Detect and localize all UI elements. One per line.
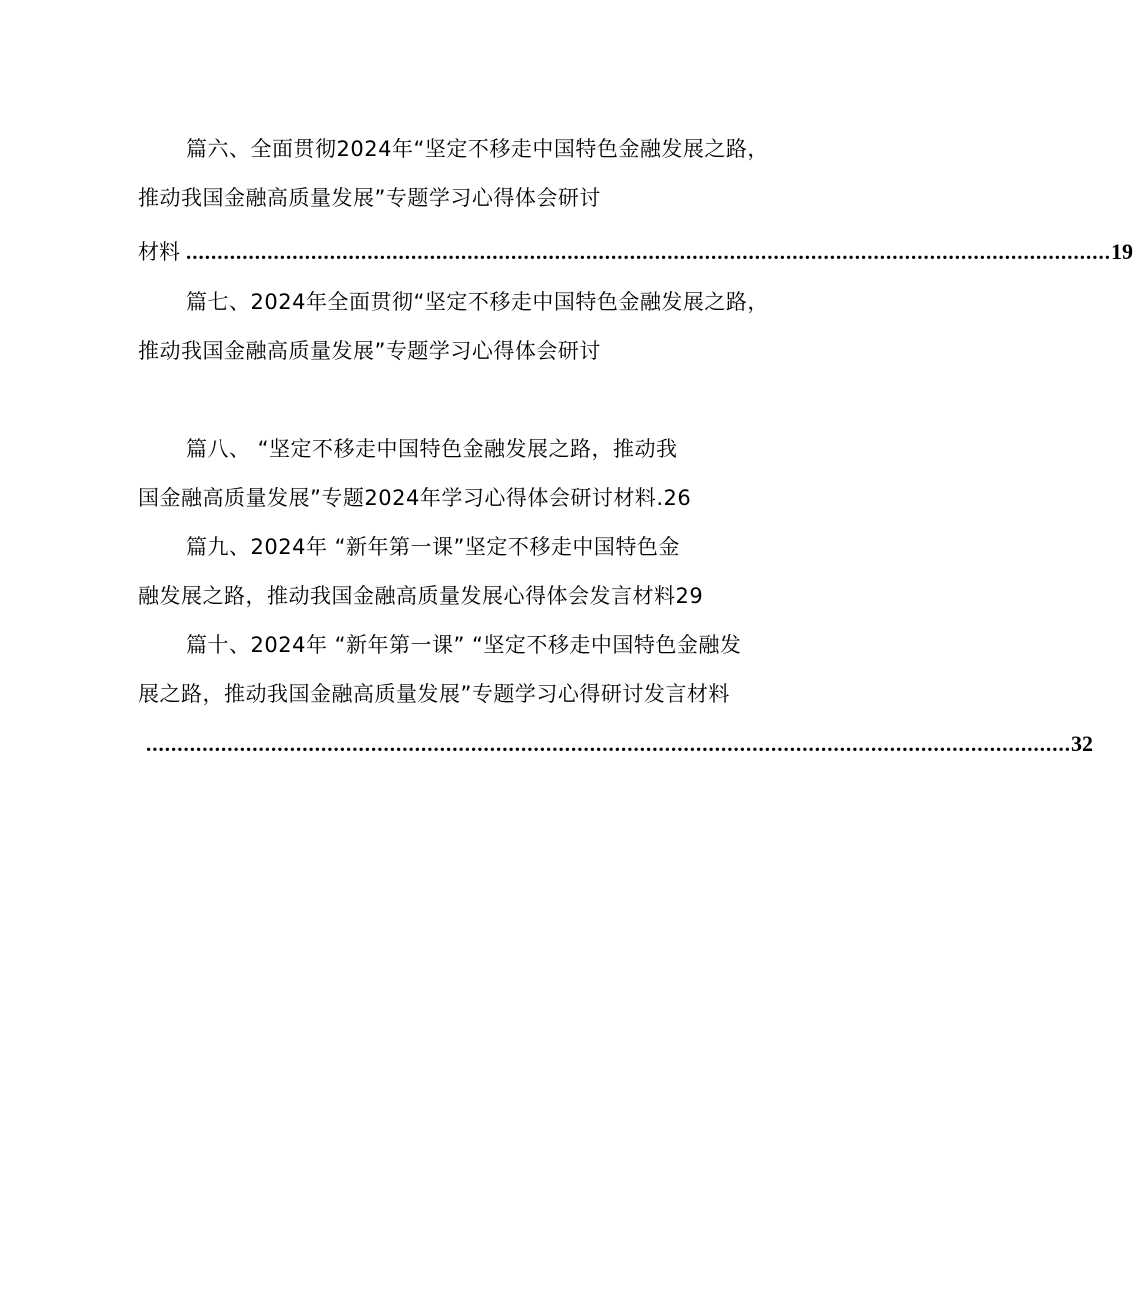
- toc-entry-10-line-3: [146, 729, 1093, 759]
- toc-entry-7-line-2: 推动我国金融高质量发展”专题学习心得体会研讨: [138, 339, 601, 363]
- toc-entry-6-line-3: [138, 237, 1133, 267]
- toc-entry-8-line-1: 篇八、 “坚定不移走中国特色金融发展之路，推动我: [186, 437, 678, 461]
- toc-entry-6-page-number: 19: [1111, 239, 1133, 264]
- toc-entry-6-line-1: 篇六、全面贯彻2024年“坚定不移走中国特色金融发展之路，: [186, 137, 769, 161]
- toc-entry-10-line-2: 展之路，推动我国金融高质量发展”专题学习心得研讨发言材料: [138, 682, 730, 706]
- toc-entry-10-line-1: 篇十、2024年 “新年第一课” “坚定不移走中国特色金融发: [186, 633, 742, 657]
- toc-entry-6-leader: ....................................................................................................................................................: [186, 240, 1111, 264]
- toc-entry-6-tail-text: 材料: [138, 240, 180, 264]
- toc-entry-10-leader: ....................................................................................................................................................: [146, 732, 1071, 756]
- toc-entry-6-line-2: 推动我国金融高质量发展”专题学习心得体会研讨: [138, 186, 601, 210]
- toc-entry-9-line-2: 融发展之路，推动我国金融高质量发展心得体会发言材料29: [138, 584, 704, 608]
- toc-entry-8-line-2: 国金融高质量发展”专题2024年学习心得体会研讨材料.26: [138, 486, 692, 510]
- toc-entry-9-line-1: 篇九、2024年 “新年第一课”坚定不移走中国特色金: [186, 535, 680, 559]
- toc-entry-10-page-number: 32: [1071, 731, 1093, 756]
- toc-entry-7-line-1: 篇七、2024年全面贯彻“坚定不移走中国特色金融发展之路，: [186, 290, 769, 314]
